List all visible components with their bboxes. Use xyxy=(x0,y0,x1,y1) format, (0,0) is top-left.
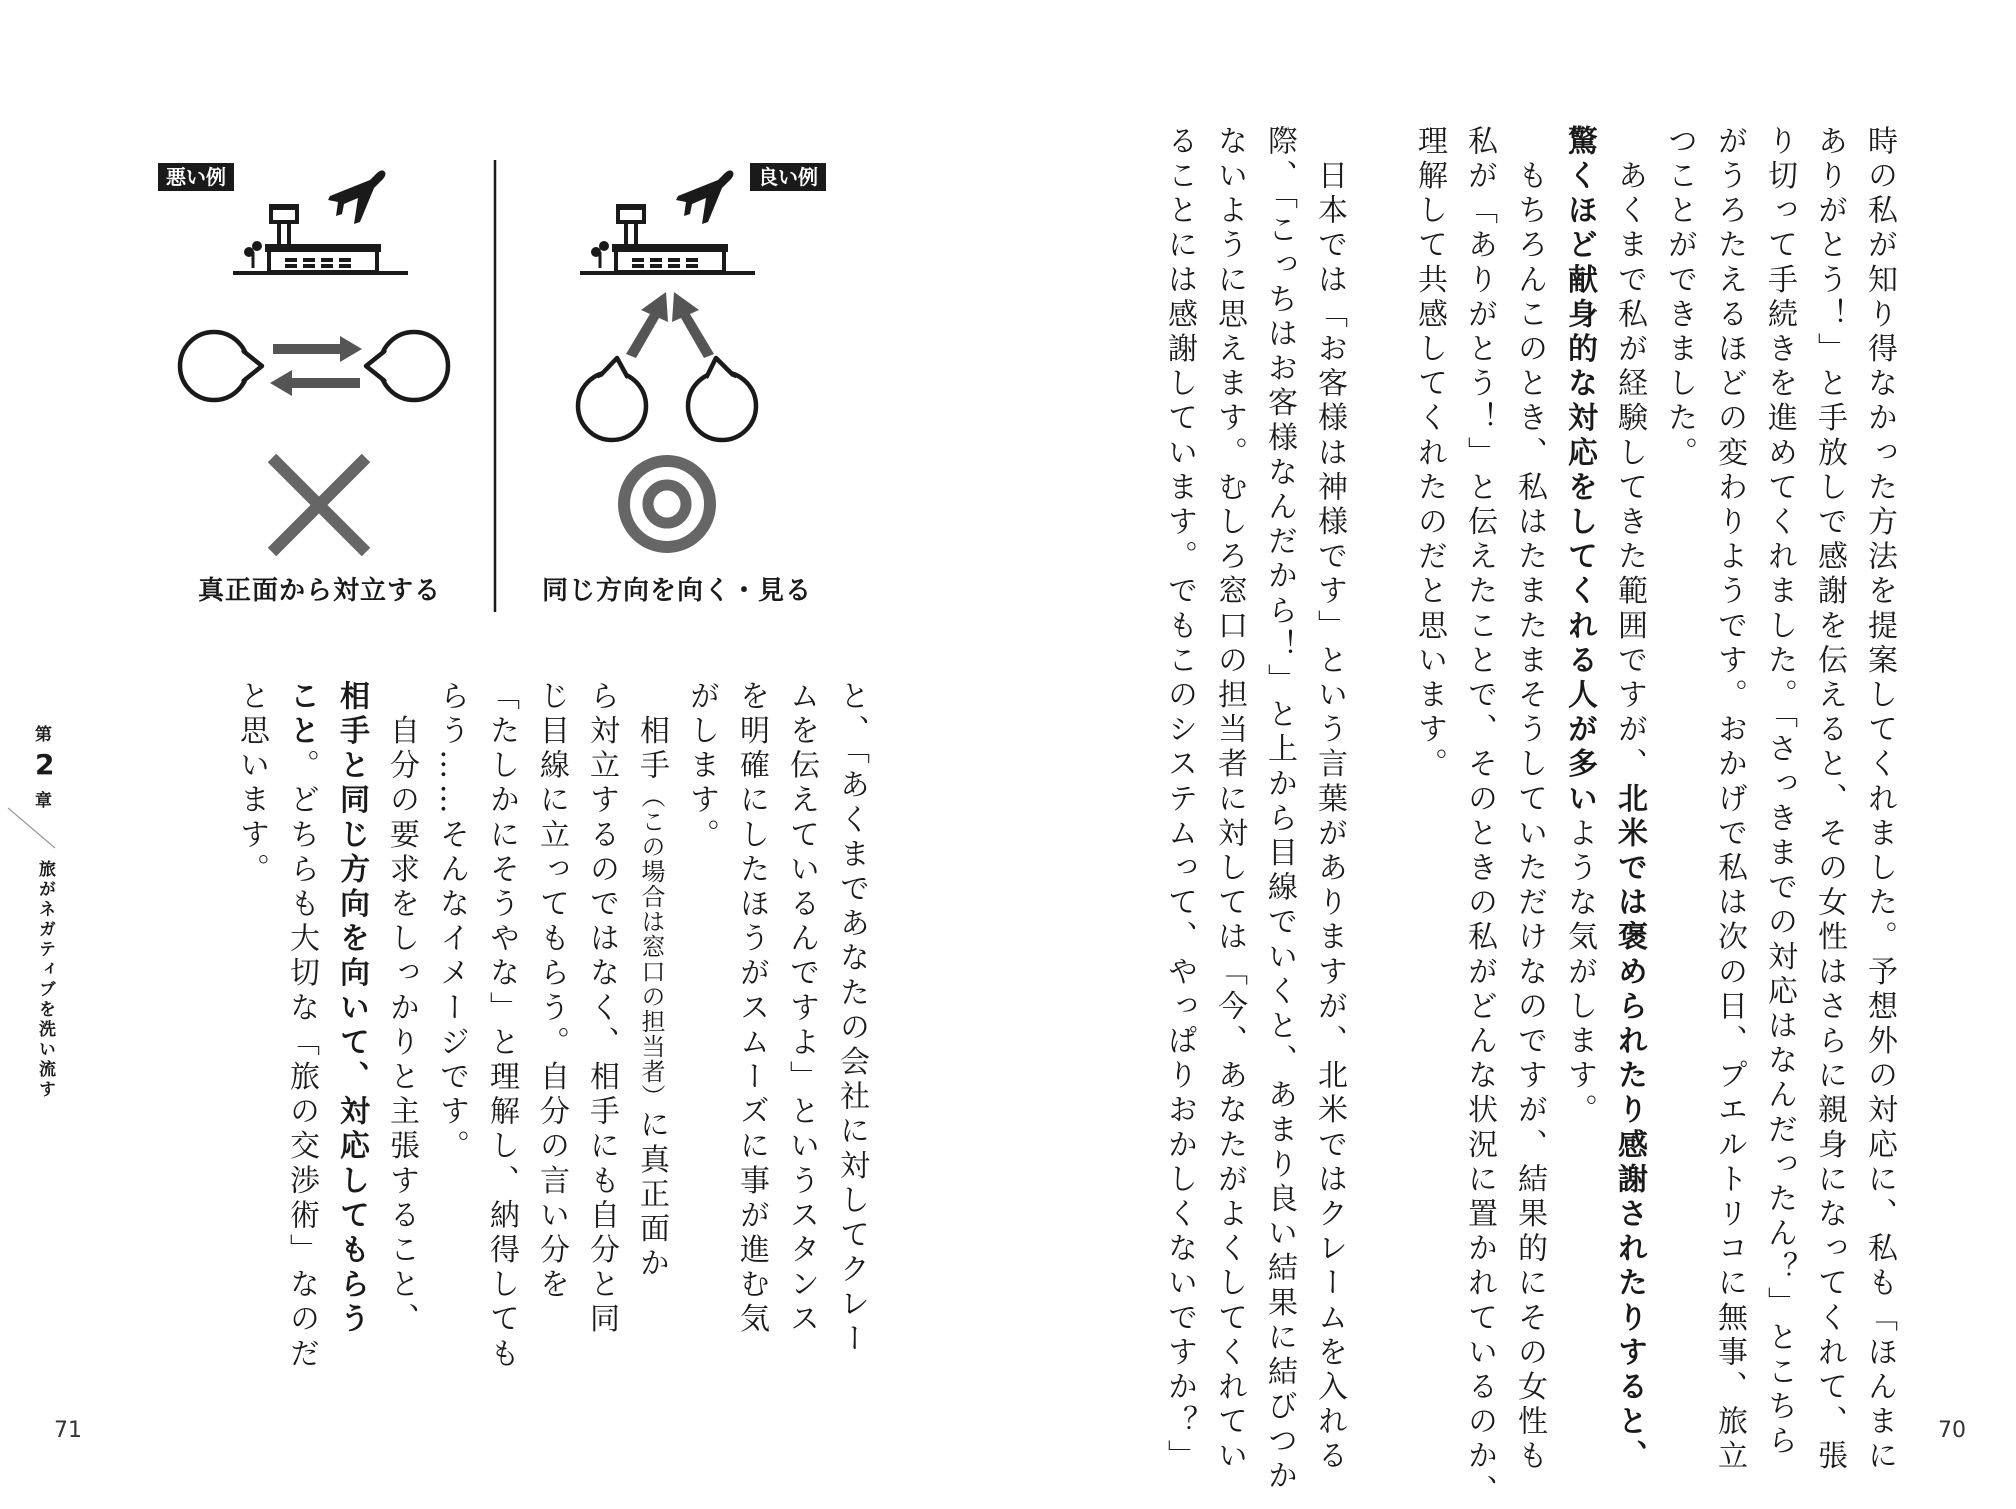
text-segment: じ目線に立ってもらう。自分の言い分を xyxy=(534,680,569,1303)
text-segment: ら対立するのではなく、相手にも自分と同 xyxy=(584,680,619,1338)
cross-mark-icon xyxy=(272,458,366,552)
text-segment: もちろんこのとき、私はたまたまそうしていただけなのですが、結果的にその女性も xyxy=(1512,125,1547,1475)
bold-text-segment: 驚くほど献身的な対応をしてくれる人が多い xyxy=(1562,125,1597,817)
bold-text-segment: 相手と同じ方向を向いて、対応してもらう xyxy=(334,680,369,1338)
text-segment: つことができました。 xyxy=(1662,125,1697,471)
page-number-left: 71 xyxy=(54,1418,82,1443)
text-segment: ありがとう！」と手放しで感謝を伝えると、その女性はさらに親身になってくれて、張 xyxy=(1812,125,1847,1475)
text-segment: と、「あくまであなたの会社に対してクレー xyxy=(834,680,869,1357)
text-segment: 日本では「お客様は神様です」という言葉がありますが、北米ではクレームを入れる xyxy=(1312,125,1347,1475)
text-segment: あくまで私が経験してきた範囲ですが、 xyxy=(1612,125,1647,783)
bad-example-tag: 悪い例 xyxy=(158,163,234,191)
text-segment: がうろたえるほどの変わりようです。おかげで私は次の日、プエルトリコに無事、旅立 xyxy=(1712,125,1747,1475)
good-example-tag: 良い例 xyxy=(750,163,826,191)
double-circle-mark-icon xyxy=(624,461,710,547)
text-segment: ムを伝えているんですよ」というスタンス xyxy=(784,680,819,1338)
speech-bubble-left-icon xyxy=(180,332,262,400)
chapter-label-bottom: 章 xyxy=(35,791,52,811)
text-segment: を明確にしたほうがスムーズに事が進む気 xyxy=(734,680,769,1338)
text-segment: 際、「こっちはお客様なんだから！」と上から目線でいくと、あまり良い結果に結びつか xyxy=(1262,125,1297,1494)
text-segment: に真正面か xyxy=(634,1108,669,1282)
exchange-arrows-icon xyxy=(270,336,362,396)
text-segment: 私が「ありがとう！」と伝えたことで、そのときの私がどんな状況に置かれているのか、 xyxy=(1462,125,1497,1509)
text-segment: 相手 xyxy=(634,680,669,784)
text-segment: 自分の要求をしっかりと主張すること、 xyxy=(384,680,419,1338)
up-arrows-icon xyxy=(626,292,714,358)
speech-bubble-right-icon xyxy=(366,332,448,400)
text-segment: と思います。 xyxy=(234,680,269,888)
bold-text-segment: こと xyxy=(284,680,319,750)
text-segment: 時の私が知り得なかった方法を提案してくれました。予想外の対応に、私も「ほんまに xyxy=(1862,125,1897,1475)
text-segment: らう……そんなイメージです。 xyxy=(434,680,469,1165)
speech-bubble-up-right-icon xyxy=(688,358,756,440)
good-example-caption: 同じ方向を向く・見る xyxy=(542,576,813,606)
bold-text-segment: 北米では褒められたり感謝されたりすると、 xyxy=(1612,782,1647,1475)
text-segment: ような気がします。 xyxy=(1562,817,1597,1129)
text-segment: がします。 xyxy=(684,680,719,853)
text-segment: り切って手続きを進めてくれました。「さっきまでの対応はなんだったん？」とこちら xyxy=(1762,125,1797,1460)
chapter-title: 旅がネガティブを洗い流す xyxy=(35,860,55,1100)
text-segment: ないように思えます。むしろ窓口の担当者に対しては「今、あなたがよくしてくれてい xyxy=(1212,125,1247,1475)
bad-example-caption: 真正面から対立する xyxy=(198,576,442,606)
small-text-segment: （この場合は窓口の担当者） xyxy=(637,783,665,1109)
text-segment: 。どちらも大切な「旅の交渉術」なのだ xyxy=(284,749,319,1373)
text-segment: 理解して共感してくれたのだと思います。 xyxy=(1412,125,1447,783)
text-segment: 「たしかにそうやな」と理解し、納得しても xyxy=(484,680,519,1372)
text-segment: ることには感謝しています。でもこのシステムって、やっぱりおかしくないですか？」 xyxy=(1162,125,1197,1475)
chapter-label-top: 第 xyxy=(35,725,52,745)
speech-bubble-up-left-icon xyxy=(578,358,646,440)
chapter-number: 2 xyxy=(35,748,55,781)
page-number-right: 70 xyxy=(1938,1418,1966,1443)
